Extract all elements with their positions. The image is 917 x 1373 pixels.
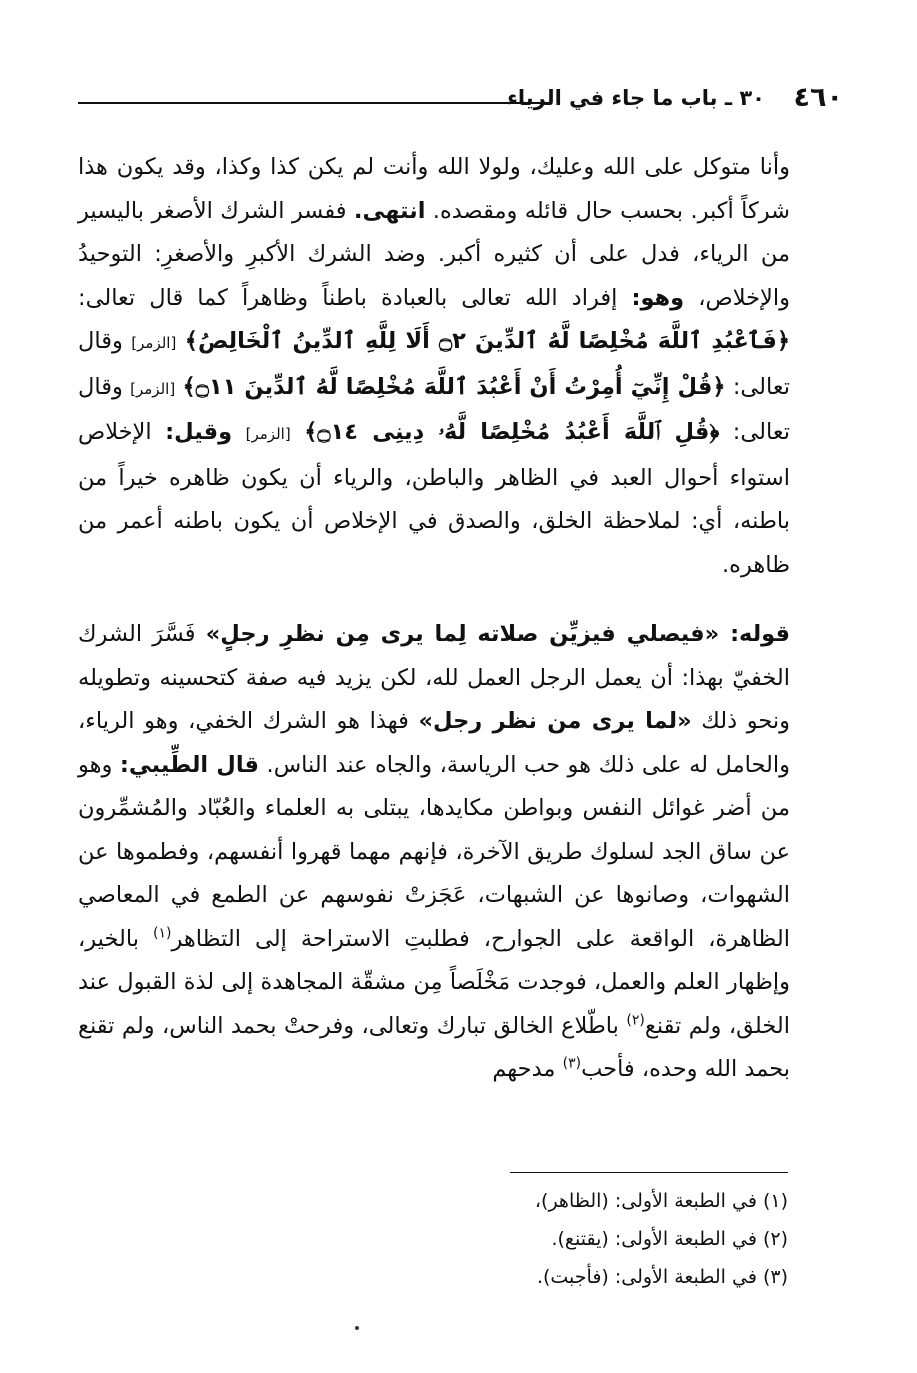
footnotes bbox=[300, 1182, 788, 1296]
quran-verse-1: ﴿فَٱعْبُدِ ٱللَّهَ مُخْلِصًا لَّهُ ٱلدِّينَ ۝٢ أَلَا لِلَّهِ ٱلدِّينُ ٱلْخَالِصُ﴾ bbox=[184, 328, 791, 354]
wahuwa-label: وهو: bbox=[631, 284, 685, 311]
main-text bbox=[78, 146, 790, 1092]
paragraph-tawhid: وأنا متوكل على الله وعليك، ولولا الله وأنت لم يكن كذا وكذا، وقد يكون هذا شركاً أكبر. بحسب حال قائله ومقصده. انتهى. ففسر الشرك الأصغر باليسير من الرياء، فدل على أن كثيره أكبر. وضد الشرك الأكبرِ والأصغرِ: التوحيدُ والإخلاص، وهو: إفراد الله تعالى بالعبادة باطناً وظاهراً كما قال تعالى: ﴿فَٱعْبُدِ ٱللَّهَ مُخْلِصًا لَّهُ ٱلدِّينَ ۝٢ أَلَا لِلَّهِ ٱلدِّينُ ٱلْخَالِصُ﴾ [الزمر] وقال تعالى: ﴿قُلْ إِنِّيٓ أُمِرْتُ أَنْ أَعْبُدَ ٱللَّهَ مُخْلِصًا لَّهُ ٱلدِّينَ ۝١١﴾ [الزمر] وقال تعالى: ﴿قُلِ ٱللَّهَ أَعْبُدُ مُخْلِصًا لَّهُۥ دِينِى ۝١٤﴾ [الزمر] وقيل: الإخلاص استواء أحوال العبد في الظاهر والباطن، والرياء أن يكون ظاهره خيراً من باطنه، أي: لملاحظة الخلق، والصدق في الإخلاص أن يكون باطنه أعمر من ظاهره. bbox=[78, 154, 791, 578]
paragraph-ikhlas: الإخلاص استواء أحوال العبد في الظاهر والباطن، والرياء أن يكون ظاهره خيراً من باطنه، أي: لملاحظة الخلق، والصدق في الإخلاص أن يكون باطنه أعمر من ظاهره. bbox=[78, 419, 790, 578]
page-number: ٤٦٠ bbox=[793, 82, 843, 113]
tibi-attribution: قال الطِّيبي: bbox=[119, 751, 260, 778]
footnote-marker-3[interactable]: (٣) bbox=[562, 1055, 582, 1072]
header-rule bbox=[78, 102, 548, 104]
footnote-3: (٣) في الطبعة الأولى: (فأجبت). bbox=[536, 1266, 788, 1288]
chapter-title: ٣٠ ـ باب ما جاء في الرياء bbox=[507, 86, 765, 110]
footnote-marker-2[interactable]: (٢) bbox=[626, 1012, 645, 1028]
footnote-2: (٢) في الطبعة الأولى: (يقتنع). bbox=[551, 1228, 788, 1250]
footnote-separator bbox=[510, 1172, 788, 1173]
intaha-marker: انتهى. bbox=[353, 197, 426, 224]
surah-ref-2: [الزمر] bbox=[130, 379, 176, 398]
hadith-quote-2: «لما يرى من نظر رجل» bbox=[418, 708, 692, 734]
qawluhu-label: قوله: bbox=[730, 621, 790, 647]
footnote-1: (١) في الطبعة الأولى: (الظاهر)، bbox=[534, 1190, 788, 1212]
surah-ref-3: [الزمر] bbox=[245, 425, 291, 443]
paragraph-commentary: قوله: «فيصلي فيزيِّن صلاته لِما يرى مِن نظرِ رجلٍ» فَسَّرَ الشرك الخفيّ بهذا: أن يعمل الرجل العمل لله، لكن يزيد فيه صفة كتحسينه وتطويله ونحو ذلك «لما يرى من نظر رجل» فهذا هو الشرك الخفي، وهو الرياء، والحامل له على ذلك هو حب الرياسة، والجاه عند الناس. قال الطِّيبي: وهو من أضر غوائل النفس وبواطن مكايدها، يبتلى به العلماء والعُبّاد والمُشمِّرون عن ساق الجد لسلوك طريق الآخرة، فإنهم مهما قهروا أنفسهم، وفطموها عن الشهوات، وصانوها عن الشبهات، عَجَزتْ نفوسهم عن الطمع في المعاصي الظاهرة، الواقعة على الجوارح، فطلبتِ الاستراحة إلى التظاهر$^{(١)}$ بالخير، وإظهار العلم والعمل، فوجدت مَخْلَصاً مِن مشقّة المجاهدة إلى لذة القبول عند الخلق، ولم تقنع$^{(٢)}$ باطّلاع الخالق تبارك وتعالى، وفرحتْ بحمد الناس، ولم تقنع بحمد الله وحده، فأحب$^{(٣)}$ مدحهم bbox=[78, 621, 790, 1082]
hadith-quote-1: «فيصلي فيزيِّن صلاته لِما يرى مِن نظرِ رجلٍ» bbox=[205, 621, 731, 647]
print-speck bbox=[355, 1326, 359, 1330]
footnote-marker-1[interactable]: (١) bbox=[152, 925, 172, 941]
running-header bbox=[78, 82, 843, 122]
quran-verse-3: ﴿قُلِ ٱللَّهَ أَعْبُدُ مُخْلِصًا لَّهُۥ دِينِى ۝١٤﴾ bbox=[304, 419, 720, 445]
qil-label: وقيل: bbox=[165, 419, 233, 445]
quran-verse-2: ﴿قُلْ إِنِّيٓ أُمِرْتُ أَنْ أَعْبُدَ ٱللَّهَ مُخْلِصًا لَّهُ ٱلدِّينَ ۝١١﴾ bbox=[182, 373, 726, 400]
surah-ref-1: [الزمر] bbox=[131, 334, 177, 352]
